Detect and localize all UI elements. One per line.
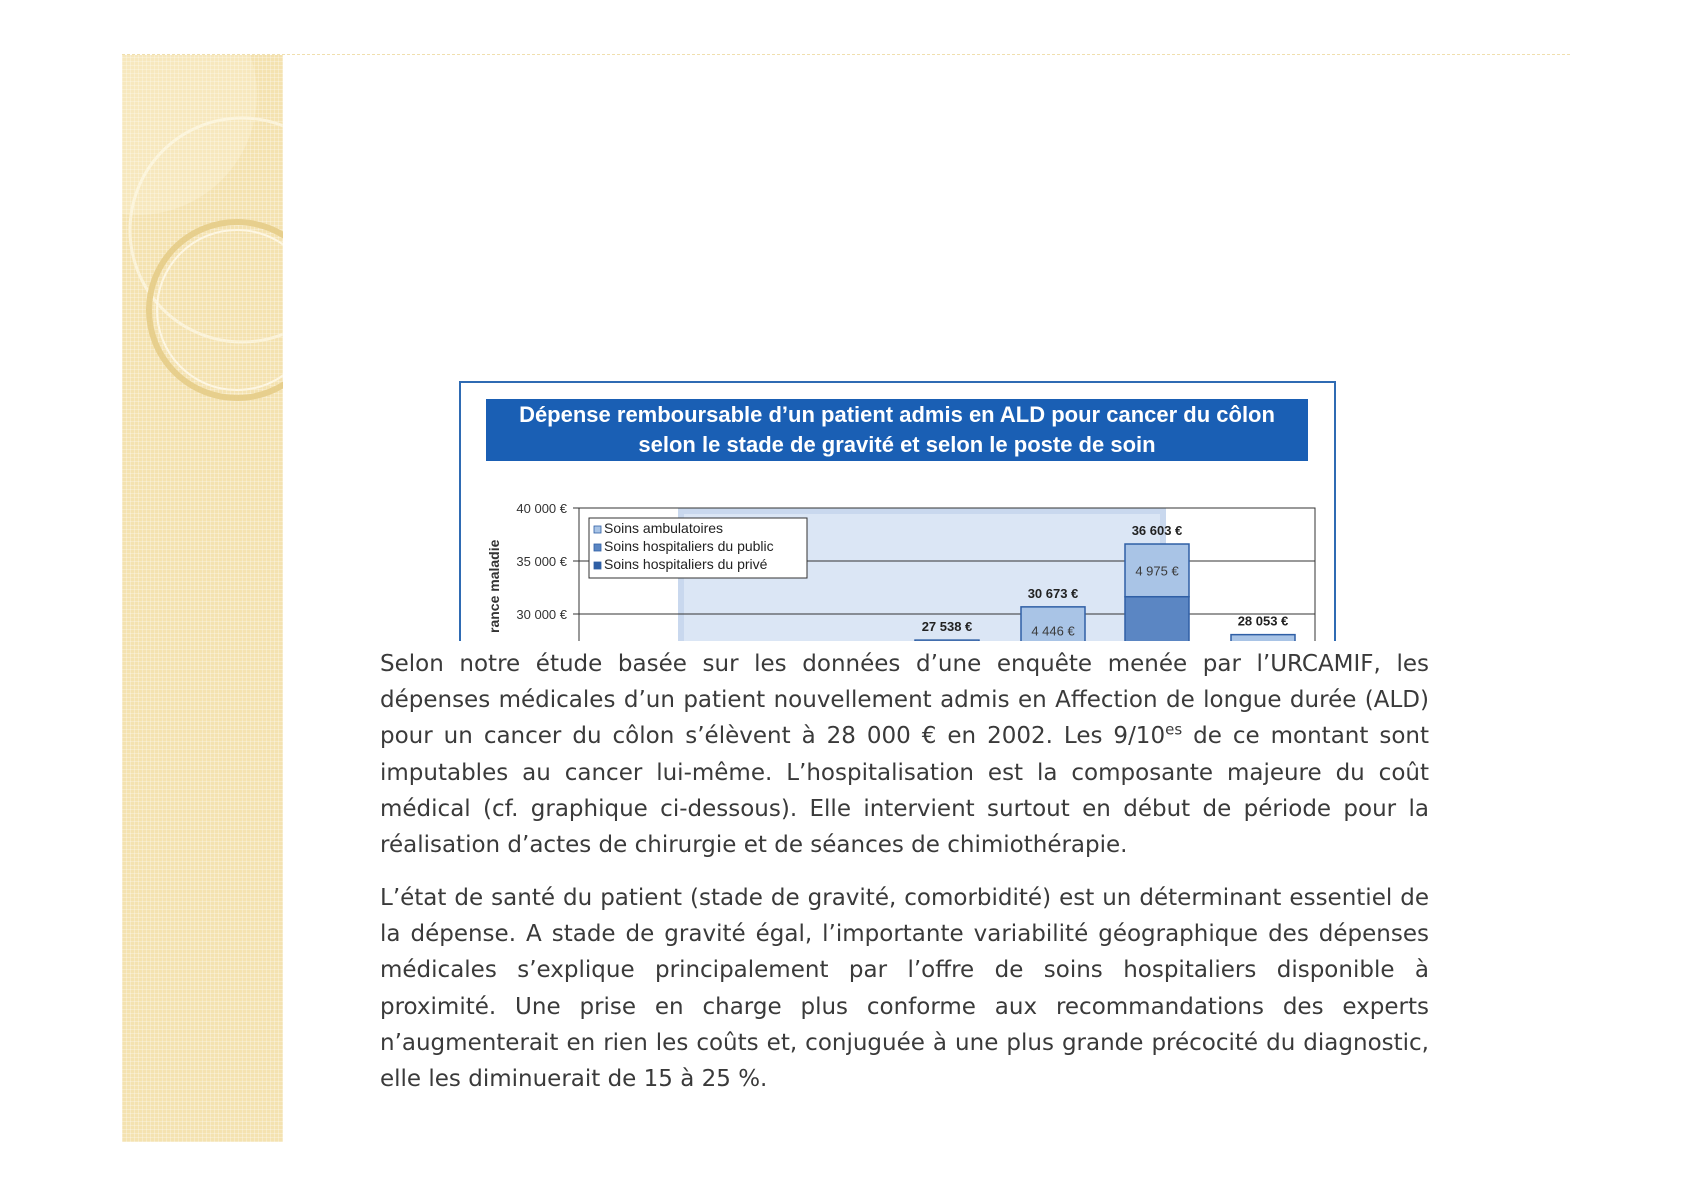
decorative-circles-icon bbox=[122, 55, 283, 1142]
bar-segment-label: 4 975 € bbox=[1135, 563, 1179, 579]
bar-total-label: 30 673 € bbox=[1027, 585, 1079, 601]
y-axis-label: rance maladie bbox=[486, 539, 502, 633]
legend-item: Soins ambulatoires bbox=[604, 520, 724, 536]
y-tick-label: 30 000 € bbox=[516, 607, 567, 622]
legend-swatch bbox=[594, 526, 601, 533]
bar-segment-hospital bbox=[1125, 597, 1189, 641]
bar-total-label: 36 603 € bbox=[1131, 523, 1183, 539]
superscript: es bbox=[1165, 720, 1183, 739]
chart-title bbox=[486, 399, 1308, 461]
decorative-side-panel bbox=[122, 55, 283, 1142]
paragraph-1-end: de ce montant sont imputables au cancer lui-même. L’hospitalisation est la composante majeure du coût médical (cf. graphique ci-dessous). Elle intervient surtout en début de période pour la réalisation d’actes de chirurgie et de séances de chimiothérapie. bbox=[380, 723, 1430, 859]
y-tick-label: 35 000 € bbox=[516, 554, 567, 569]
legend-swatch bbox=[594, 544, 601, 551]
chart-title-line-1: Dépense remboursable d’un patient admis en ALD pour cancer du côlon bbox=[519, 402, 1275, 427]
bar-total-label: 27 538 € bbox=[921, 619, 973, 635]
paragraph-1 bbox=[380, 646, 1429, 863]
legend-item: Soins hospitaliers du privé bbox=[604, 556, 768, 572]
paragraph-1-start: Selon notre étude basée sur les données d’une enquête menée par l’URCAMIF, les dépenses médicales d’un patient nouvellement admis en Affection de longue durée (ALD) pour un cancer du côlon s’élèvent à 28 000 € en 2002. Les 9/10 bbox=[380, 651, 1429, 750]
paragraph-2: L’état de santé du patient (stade de gravité, comorbidité) est un déterminant essentiel de la dépense. A stade de gravité égal, l’importante variabilité géographique des dépenses médicales s’explique principalement par l’offre de soins hospitaliers disponible à proximité. Une prise en charge plus conforme aux recommandations des experts n’augmenterait en rien les coûts et, conjuguée à une plus grande précocité du diagnostic, elle les diminuerait de 15 à 25 %. bbox=[380, 885, 1429, 1093]
bar-segment-ambulatory bbox=[1231, 635, 1295, 641]
legend-item: Soins hospitaliers du public bbox=[604, 538, 774, 554]
bar-segment-ambulatory bbox=[915, 640, 979, 641]
top-divider bbox=[122, 54, 1570, 55]
bar-total-label: 28 053 € bbox=[1237, 613, 1289, 629]
chart-figure bbox=[459, 381, 1336, 641]
bar-segment-label: 4 446 € bbox=[1031, 623, 1075, 639]
legend-swatch bbox=[594, 562, 601, 569]
chart-title-line-2: selon le stade de gravité et selon le poste de soin bbox=[638, 432, 1156, 457]
y-tick-label: 40 000 € bbox=[516, 501, 567, 516]
